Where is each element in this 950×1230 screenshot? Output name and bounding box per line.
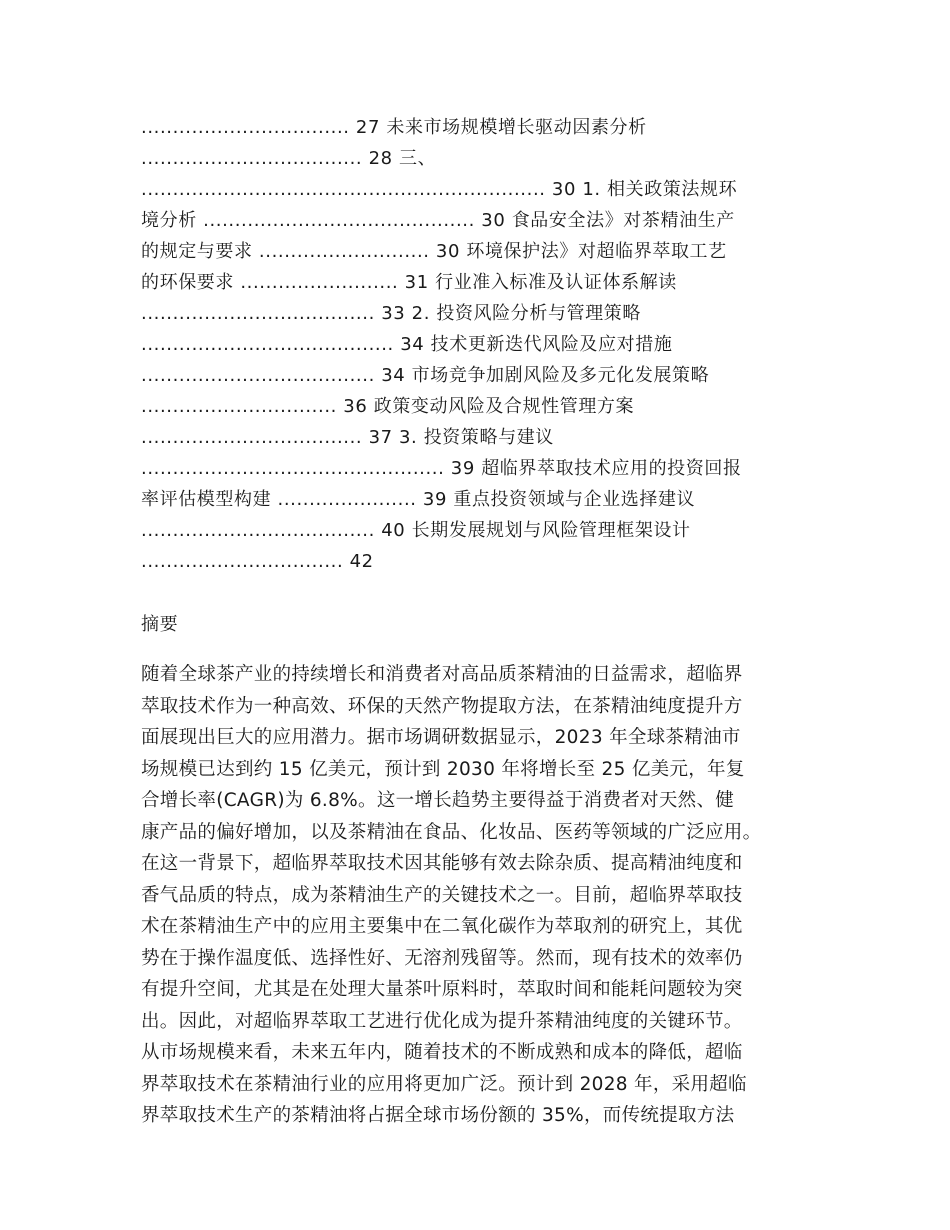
paragraph-line: 场规模已达到约 15 亿美元，预计到 2030 年将增长至 25 亿美元，年复	[141, 758, 745, 780]
paragraph-line: 萃取技术作为一种高效、环保的天然产物提取方法，在茶精油纯度提升方	[141, 695, 743, 717]
paragraph-line: 出。因此，对超临界萃取工艺进行优化成为提升茶精油纯度的关键环节。	[141, 1010, 743, 1032]
document-page	[141, 112, 821, 1132]
paragraph-line: 随着全球茶产业的持续增长和消费者对高品质茶精油的日益需求，超临界	[141, 664, 743, 685]
toc-line: ........................................ 34 技术更新迭代风险及应对措施	[141, 334, 673, 355]
paragraph-line: 康产品的偏好增加，以及茶精油在食品、化妆品、医药等领域的广泛应用。	[141, 821, 762, 843]
toc-line: ................................................................ 30 1. 相关政策法规环	[141, 179, 738, 200]
table-of-contents	[141, 112, 821, 577]
paragraph-line: 在这一背景下，超临界萃取技术因其能够有效去除杂质、提高精油纯度和	[141, 853, 743, 874]
paragraph-line: 香气品质的特点，成为茶精油生产的关键技术之一。目前，超临界萃取技	[141, 884, 743, 906]
paragraph-line: 有提升空间，尤其是在处理大量茶叶原料时，萃取时间和能耗问题较为突	[141, 979, 743, 1000]
toc-line: ................................. 27 未来市场规模增长驱动因素分析	[141, 117, 647, 138]
abstract-heading: 摘要	[141, 614, 179, 635]
toc-line: ................................... 28 三、	[141, 148, 437, 169]
toc-line: ..................................... 33 2. 投资风险分析与管理策略	[141, 303, 641, 324]
paragraph-line: 势在于操作温度低、选择性好、无溶剂残留等。然而，现有技术的效率仍	[141, 947, 743, 969]
toc-line: ................................... 37 3. 投资策略与建议	[141, 427, 554, 448]
toc-line: 境分析 ........................................... 30 食品安全法》对茶精油生产	[141, 210, 735, 231]
toc-line: 的规定与要求 ........................... 30 环境保护法》对超临界萃取工艺	[141, 241, 727, 262]
toc-line: ............................... 36 政策变动风险及合规性管理方案	[141, 396, 635, 417]
paragraph-line: 合增长率(CAGR)为 6.8%。这一增长趋势主要得益于消费者对天然、健	[141, 790, 735, 811]
toc-line: ..................................... 40 长期发展规划与风险管理框架设计	[141, 520, 691, 541]
paragraph-line: 术在茶精油生产中的应用主要集中在二氧化碳作为萃取剂的研究上，其优	[141, 916, 743, 937]
toc-line: ..................................... 34 市场竞争加剧风险及多元化发展策略	[141, 365, 710, 386]
toc-line: 率评估模型构建 ...................... 39 重点投资领域与企业选择建议	[141, 489, 696, 510]
toc-line: ................................ 42	[141, 551, 374, 572]
paragraph-line: 界萃取技术在茶精油行业的应用将更加广泛。预计到 2028 年，采用超临	[141, 1073, 747, 1095]
toc-line: 的环保要求 ......................... 31 行业准入标准及认证体系解读	[141, 272, 677, 293]
paragraph-line: 从市场规模来看，未来五年内，随着技术的不断成熟和成本的降低，超临	[141, 1042, 743, 1063]
abstract-paragraph	[141, 659, 821, 1132]
paragraph-line: 界萃取技术生产的茶精油将占据全球市场份额的 35%，而传统提取方法	[141, 1105, 735, 1126]
toc-line: ................................................ 39 超临界萃取技术应用的投资回报	[141, 458, 742, 479]
paragraph-line: 面展现出巨大的应用潜力。据市场调研数据显示，2023 年全球茶精油市	[141, 727, 741, 748]
